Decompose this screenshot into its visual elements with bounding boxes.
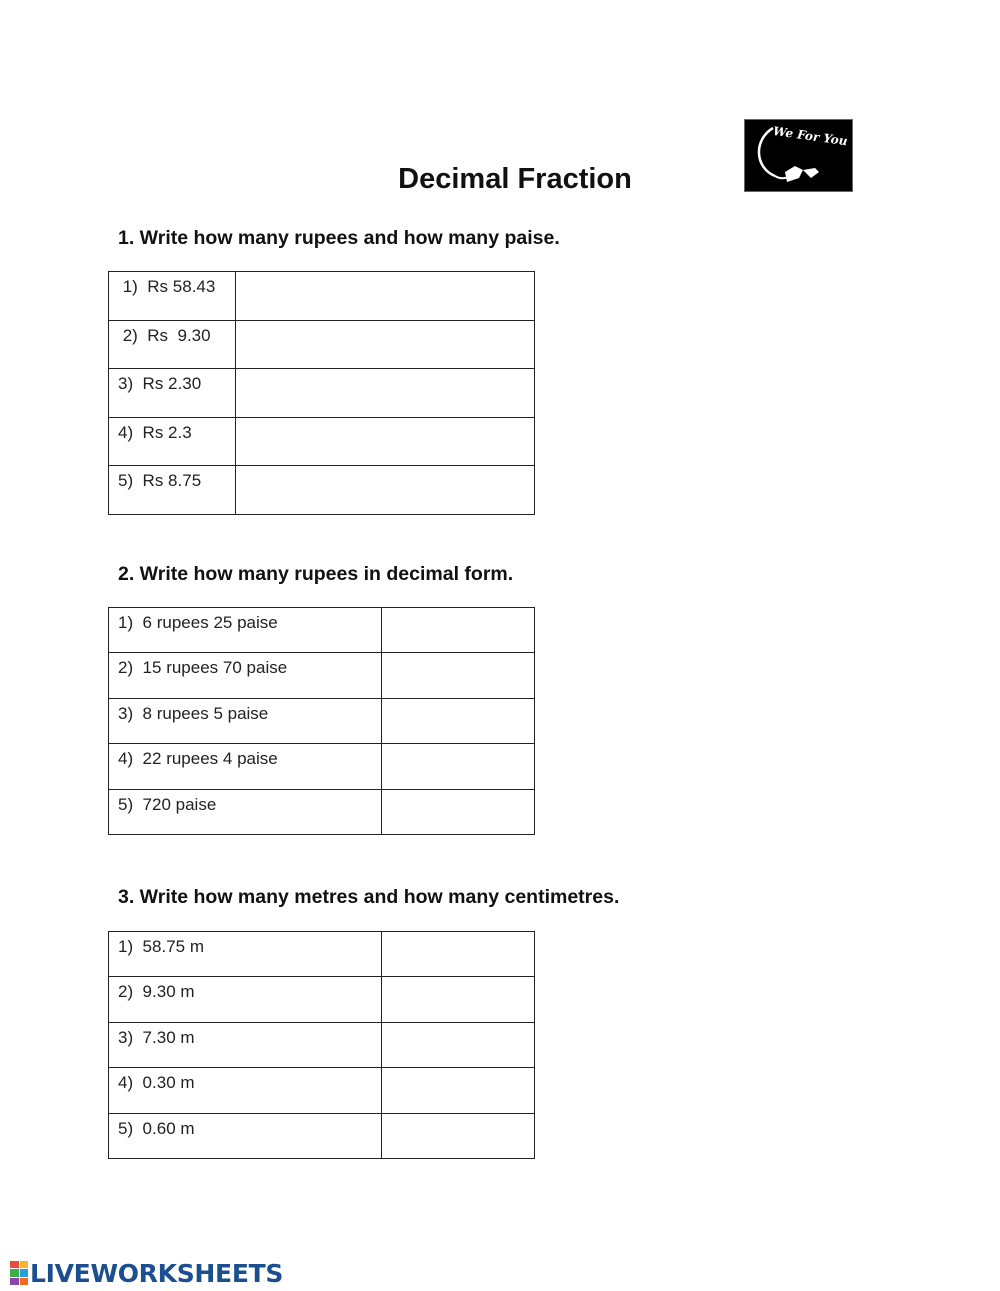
svg-text:We For You: We For You [772,124,849,149]
prompt-cell [109,977,382,1022]
answer-field[interactable] [236,466,535,515]
answer-input[interactable] [382,744,534,764]
liveworksheets-logo-icon [10,1261,28,1285]
answer-input[interactable] [236,272,534,292]
question-1-table [108,271,535,515]
answer-field[interactable] [382,698,535,743]
prompt-text: 3) 8 rupees 5 paise [118,703,269,723]
answer-input[interactable] [382,1023,534,1043]
prompt-cell [109,932,382,977]
table-row [109,608,535,653]
table-row [109,744,535,789]
answer-input[interactable] [236,418,534,438]
logo-block [20,1269,29,1276]
answer-field[interactable] [236,272,535,321]
answer-input[interactable] [382,977,534,997]
table-row [109,653,535,698]
answer-input[interactable] [236,321,534,341]
table-row [109,417,535,466]
answer-field[interactable] [382,1022,535,1067]
prompt-text: 2) 9.30 m [118,982,195,1002]
prompt-cell [109,789,382,834]
prompt-text: 4) 0.30 m [118,1073,195,1093]
prompt-text: 5) 720 paise [118,794,217,814]
table-row [109,466,535,515]
prompt-cell [109,417,236,466]
table-row [109,1022,535,1067]
prompt-cell [109,466,236,515]
prompt-cell [109,698,382,743]
answer-field[interactable] [382,608,535,653]
table-row [109,320,535,369]
answer-field[interactable] [382,977,535,1022]
answer-input[interactable] [382,699,534,719]
answer-field[interactable] [236,320,535,369]
logo-block [10,1261,19,1268]
answer-field[interactable] [382,744,535,789]
table-row [109,369,535,418]
prompt-text: 3) Rs 2.30 [118,374,202,394]
table-row [109,789,535,834]
prompt-cell [109,272,236,321]
answer-input[interactable] [236,369,534,389]
prompt-cell [109,369,236,418]
we-for-you-logo [744,119,853,192]
prompt-text: 3) 7.30 m [118,1027,195,1047]
question-1-heading: 1. Write how many rupees and how many paise. [118,227,560,249]
prompt-text: 2) 15 rupees 70 paise [118,658,288,678]
liveworksheets-footer [10,1260,283,1286]
prompt-text: 1) 58.75 m [118,937,204,956]
prompt-text: 1) Rs 58.43 [118,277,216,296]
question-3-heading: 3. Write how many metres and how many centimetres. [118,886,620,908]
answer-input[interactable] [382,932,534,952]
prompt-cell [109,608,382,653]
logo-block [20,1261,29,1268]
answer-field[interactable] [236,369,535,418]
answer-field[interactable] [382,1068,535,1113]
table-row [109,977,535,1022]
prompt-text: 4) 22 rupees 4 paise [118,749,278,769]
prompt-cell [109,1113,382,1158]
answer-input[interactable] [382,653,534,673]
question-2-heading: 2. Write how many rupees in decimal form. [118,563,514,585]
brand-name: LIVEWORKSHEETS [30,1258,284,1288]
logo-block [10,1278,19,1285]
prompt-cell [109,1068,382,1113]
prompt-cell [109,744,382,789]
prompt-text: 4) Rs 2.3 [118,422,192,442]
answer-field[interactable] [382,932,535,977]
prompt-text: 2) Rs 9.30 [118,325,211,345]
answer-input[interactable] [382,1068,534,1088]
table-row [109,1068,535,1113]
question-2-table [108,607,535,835]
answer-input[interactable] [382,608,534,628]
prompt-text: 5) 0.60 m [118,1118,195,1138]
table-row [109,272,535,321]
answer-field[interactable] [236,417,535,466]
table-row [109,932,535,977]
page-title: Decimal Fraction [398,163,632,195]
answer-field[interactable] [382,789,535,834]
logo-block [10,1269,19,1276]
table-row [109,1113,535,1158]
logo-block [20,1278,29,1285]
question-3-table [108,931,535,1159]
prompt-cell [109,320,236,369]
answer-field[interactable] [382,653,535,698]
prompt-text: 1) 6 rupees 25 paise [118,613,278,632]
prompt-text: 5) Rs 8.75 [118,471,202,491]
answer-input[interactable] [382,790,534,810]
table-row [109,698,535,743]
answer-input[interactable] [382,1114,534,1134]
answer-input[interactable] [236,466,534,486]
answer-field[interactable] [382,1113,535,1158]
prompt-cell [109,653,382,698]
prompt-cell [109,1022,382,1067]
